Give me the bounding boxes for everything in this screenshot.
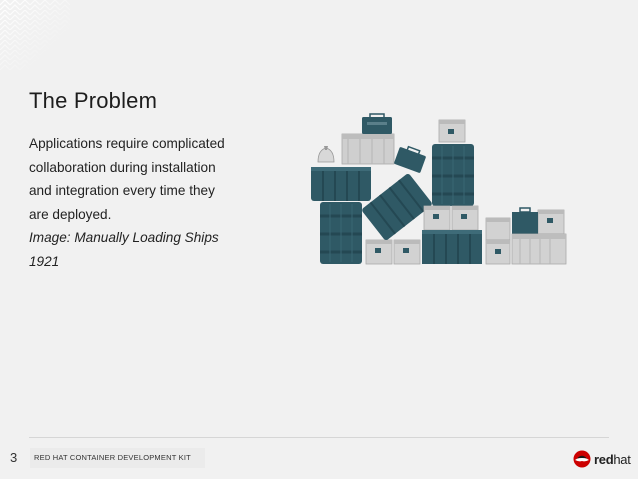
page-number: 3 <box>10 450 18 465</box>
sack-icon <box>318 146 334 162</box>
body-line: are deployed. <box>29 206 112 222</box>
body-line: collaboration during installation <box>29 159 216 175</box>
image-caption-line: 1921 <box>29 253 60 269</box>
crate-stack-left <box>342 134 394 164</box>
crate-dark-bottom <box>422 230 482 264</box>
slide-title: The Problem <box>29 88 158 113</box>
slide-body <box>29 132 279 273</box>
body-line: and integration every time they <box>29 183 215 198</box>
briefcase-top <box>362 114 392 134</box>
crate-top-right <box>439 120 465 142</box>
barrel-upright-right <box>432 144 474 206</box>
footer-divider <box>29 437 609 438</box>
body-line: Applications require complicated <box>29 136 225 151</box>
red-hat-logo <box>572 449 631 469</box>
crates-right <box>486 208 566 264</box>
crates-bottom-middle <box>366 240 420 264</box>
cargo-illustration <box>308 112 570 268</box>
briefcase-small <box>394 144 427 173</box>
barrel-upright-left <box>320 202 362 264</box>
image-caption-line: Image: Manually Loading Ships <box>29 230 219 245</box>
corner-pattern-decoration <box>0 0 70 70</box>
logo-text-bold: red <box>594 451 614 467</box>
barrel-horizontal <box>311 167 371 201</box>
logo-wordmark <box>594 452 631 467</box>
shadowman-icon <box>572 450 592 468</box>
logo-text-light: hat <box>613 451 631 467</box>
footer-label: RED HAT CONTAINER DEVELOPMENT KIT <box>30 448 205 468</box>
crates-middle-right <box>424 206 478 230</box>
